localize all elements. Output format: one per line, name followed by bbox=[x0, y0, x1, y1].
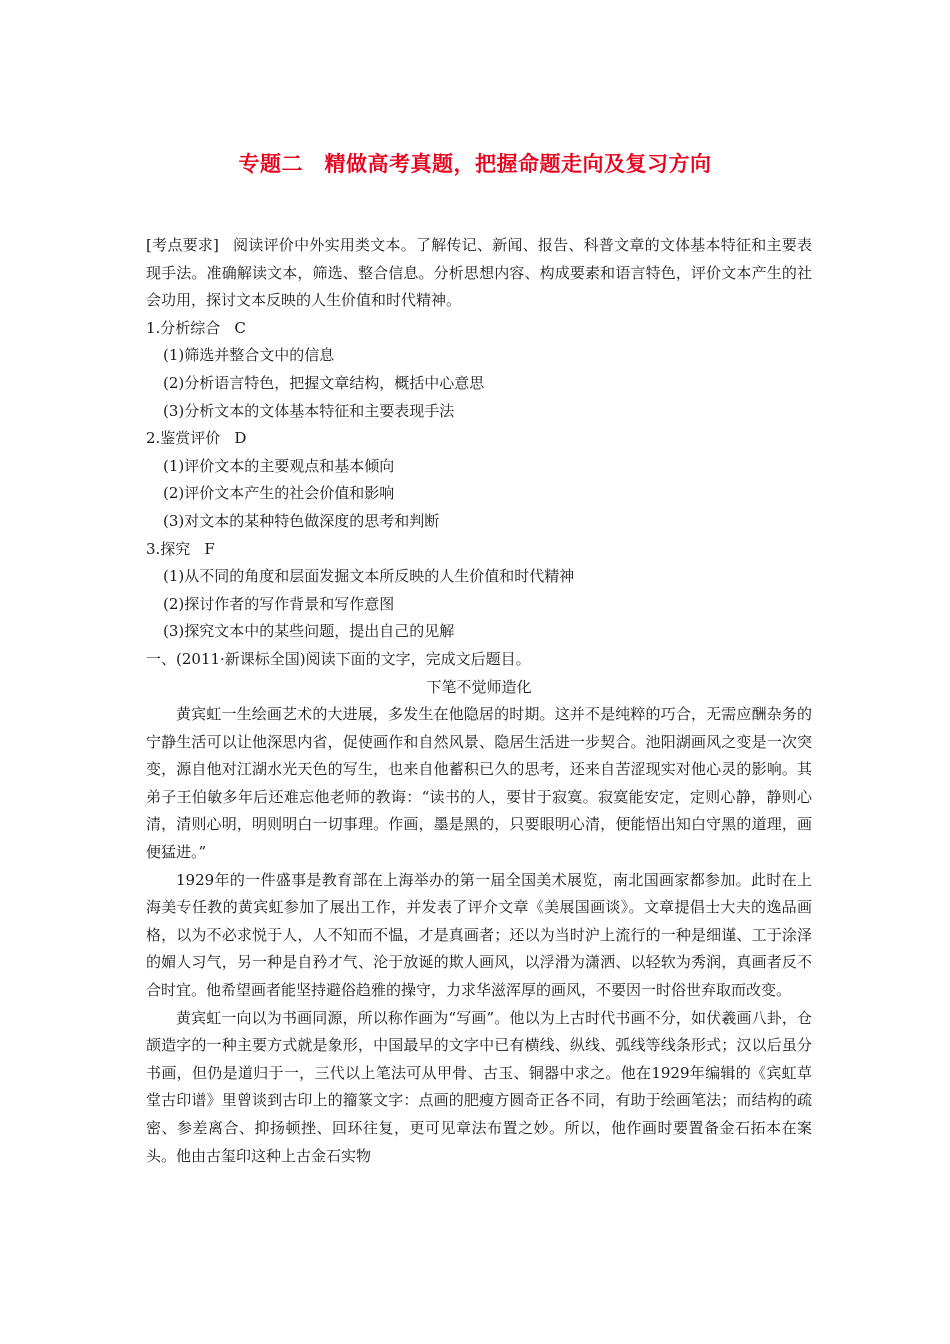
article-paragraph: 黄宾虹一向以为书画同源，所以称作画为“写画”。他以为上古时代书画不分，如伏羲画八卦，仓颉造字的一种主要方式就是象形，中国最早的文字中已有横线、纵线、弧线等线条形式；汉以后虽分书画，但仍是道归于一，三代以上笔法可从甲骨、古玉、铜器中求之。他在1929年编辑的《宾虹草堂古印谱》里曾谈到古印上的籀篆文字：点画的肥瘦方圆奇正各不同，有助于绘画笔法；而结构的疏密、参差离合、抑扬顿挫、回环往复，更可见章法布置之妙。所以，他作画时要置备金石拓本在案头。他由古玺印这种上古金石实物 bbox=[146, 1008, 812, 1165]
requirements-text: 阅读评价中外实用类文本。了解传记、新闻、报告、科普文章的文体基本特征和主要表现手法。准确解读文本，筛选、整合信息。分析思想内容、构成要素和语言特色，评价文本产生的社会功用，探讨文本反映的人生价值和时代精神。 bbox=[146, 236, 812, 310]
question-intro: 一、(2011·新课标全国)阅读下面的文字，完成文后题目。 bbox=[146, 649, 531, 668]
list-item: (1)筛选并整合文中的信息 bbox=[163, 346, 335, 365]
article-paragraph: 黄宾虹一生绘画艺术的大进展，多发生在他隐居的时期。这并不是纯粹的巧合，无需应酬杂务的宁静生活可以让他深思内省，促使画作和自然风景、隐居生活进一步契合。池阳湖画风之变是一次突变，源自他对江湖水光天色的写生，也来自他蓄积已久的思考，还来自苦涩现实对他心灵的影响。其弟子王伯敏多年后还难忘他老师的教诲：“读书的人，要甘于寂寞。寂寞能安定，定则心静，静则心清，清则心明，明则明白一切事理。作画，墨是黑的，只要眼明心清，便能悟出知白守黑的道理，画便猛进。” bbox=[146, 705, 812, 862]
page-title: 专题二 精做高考真题，把握命题走向及复习方向 bbox=[238, 152, 712, 176]
list-item: (1)从不同的角度和层面发掘文本所反映的人生价值和时代精神 bbox=[163, 567, 575, 586]
list-item: (3)探究文本中的某些问题，提出自己的见解 bbox=[163, 622, 455, 641]
requirements-label: [考点要求] bbox=[146, 236, 219, 254]
requirements-paragraph bbox=[146, 232, 812, 315]
list-item: (2)评价文本产生的社会价值和影响 bbox=[163, 484, 395, 503]
section-heading-2: 2.鉴赏评价 D bbox=[146, 429, 247, 448]
section-heading-3: 3.探究 F bbox=[146, 539, 215, 558]
document-body bbox=[146, 232, 812, 1170]
list-item: (1)评价文本的主要观点和基本倾向 bbox=[163, 456, 395, 475]
list-item: (3)分析文本的文体基本特征和主要表现手法 bbox=[163, 401, 455, 420]
section-level-3: F bbox=[204, 539, 215, 558]
section-level-2: D bbox=[234, 429, 247, 448]
section-level-1: C bbox=[234, 318, 246, 337]
article-paragraph: 1929年的一件盛事是教育部在上海举办的第一届全国美术展览，南北国画家都参加。此时在上海美专任教的黄宾虹参加了展出工作，并发表了评介文章《美展国画谈》。文章提倡士大夫的逸品画格，以为不必求悦于人，人不知而不愠，才是真画者；还以为当时沪上流行的一种是细谨、工于涂泽的媚人习气，另一种是自矜才气、沦于放诞的欺人画风，以浮滑为潇洒、以轻软为秀润，真画者反不合时宜。他希望画者能坚持避俗趋雅的操守，力求华滋浑厚的画风，不要因一时俗世弃取而改变。 bbox=[146, 870, 812, 1000]
list-item: (2)分析语言特色，把握文章结构，概括中心意思 bbox=[163, 373, 485, 392]
article-title: 下笔不觉师造化 bbox=[426, 677, 532, 696]
list-item: (3)对文本的某种特色做深度的思考和判断 bbox=[163, 511, 440, 530]
list-item: (2)探讨作者的写作背景和写作意图 bbox=[163, 594, 395, 613]
section-heading-1: 1.分析综合 C bbox=[146, 318, 246, 337]
